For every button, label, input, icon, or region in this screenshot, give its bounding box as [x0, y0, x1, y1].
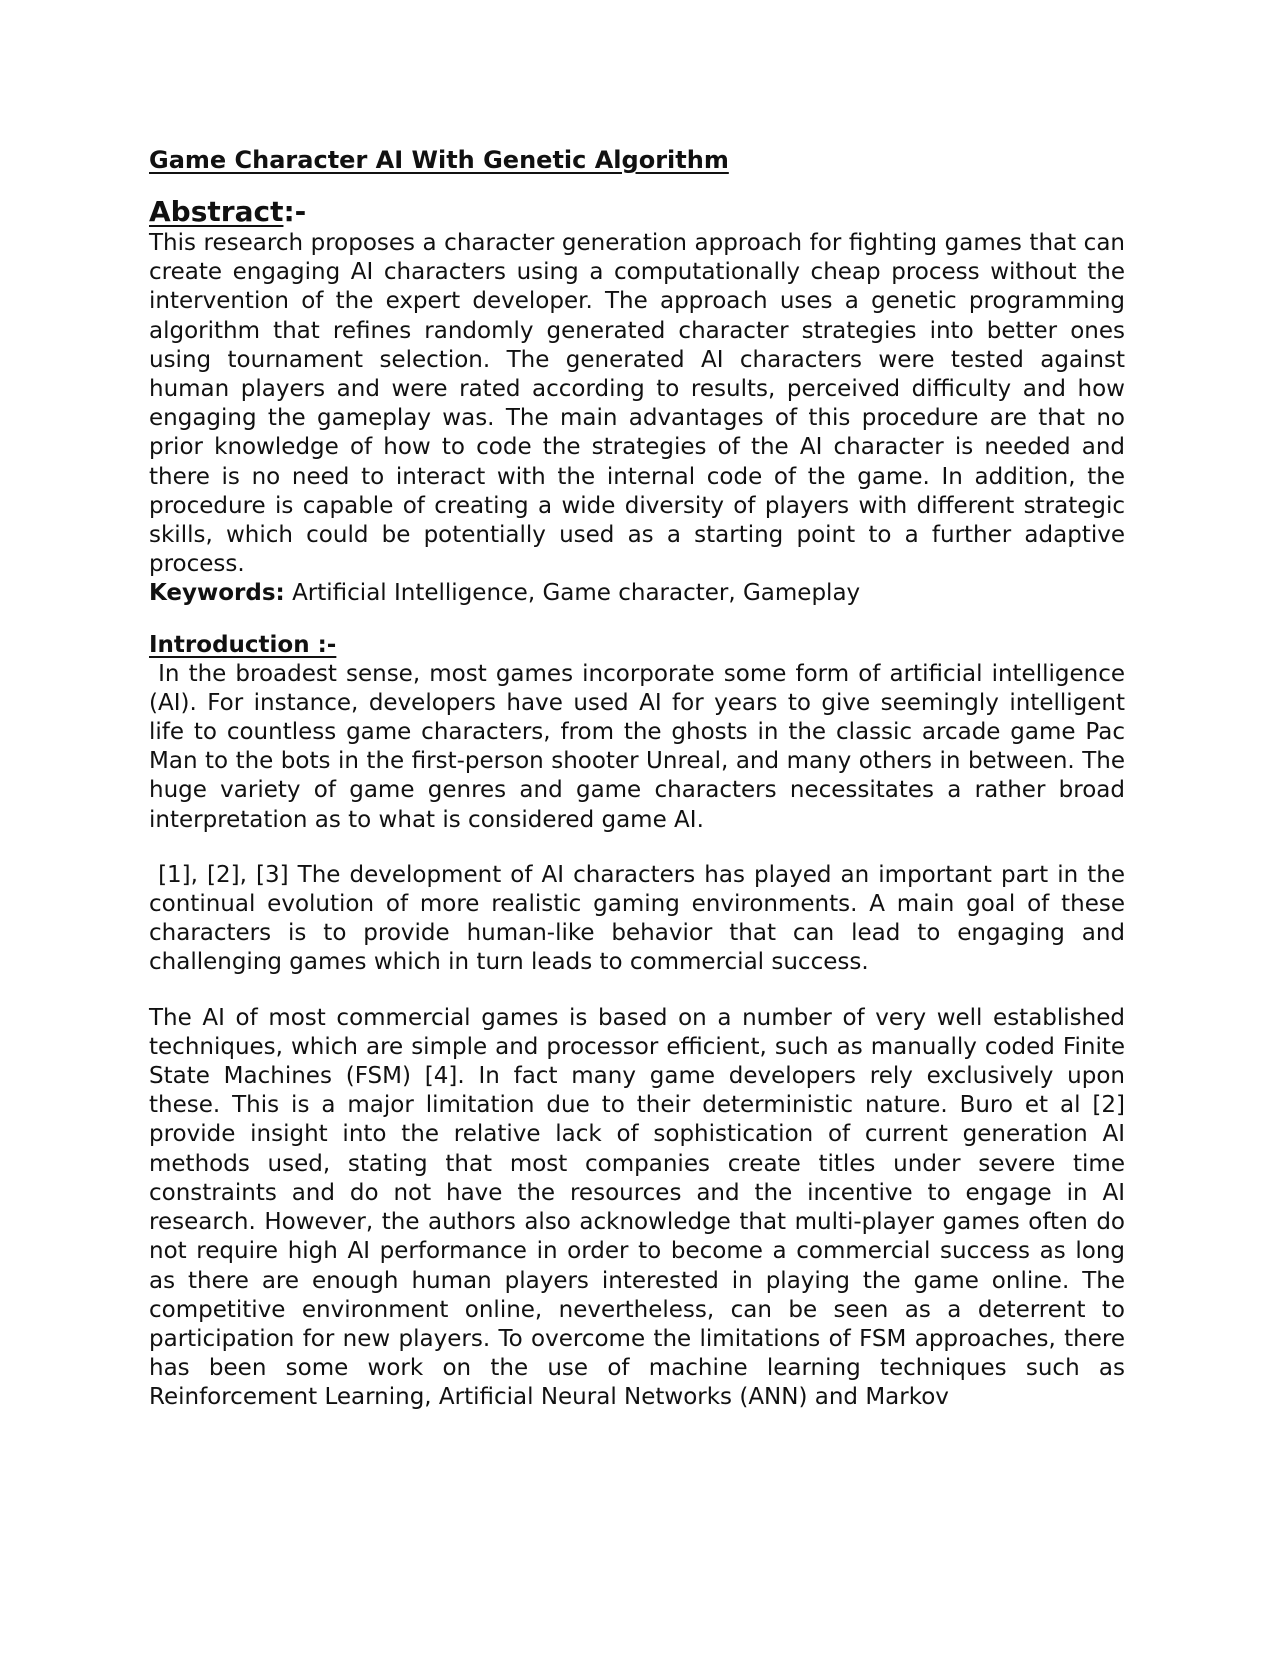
introduction-heading: Introduction :- [149, 631, 337, 658]
intro-paragraph-1: In the broadest sense, most games incorporate some form of artificial intelligence (AI). For instance, developers have used AI for years to give seemingly intelligent life to countless game characters, from the ghosts in the classic arcade game Pac Man to the bots in the first-person shooter Unreal, and many others in between. The huge variety of game genres and game characters necessitates a rather broad interpretation as to what is considered game AI. [149, 660, 1125, 833]
keywords-line [149, 579, 1125, 608]
abstract-heading [149, 195, 1125, 229]
document-title: Game Character AI With Genetic Algorithm [149, 146, 729, 174]
abstract-heading-suffix: :- [283, 195, 307, 228]
abstract-heading-label: Abstract [149, 195, 284, 228]
spacer [149, 609, 1125, 631]
document-body [149, 145, 1125, 1413]
abstract-paragraph: This research proposes a character generation approach for fighting games that can create engaging AI characters using a computationally cheap process without the intervention of the expert developer. The approach uses a genetic programming algorithm that refines randomly generated character strategies into better ones using tournament selection. The generated AI characters were tested against human players and were rated according to results, perceived difficulty and how engaging the gameplay was. The main advantages of this procedure are that no prior knowledge of how to code the strategies of the AI character is needed and there is no need to interact with the internal code of the game. In addition, the procedure is capable of creating a wide diversity of players with different strategic skills, which could be potentially used as a starting point to a further adaptive process. [149, 230, 1125, 578]
intro-paragraph-3: The AI of most commercial games is based on a number of very well established techniques, which are simple and processor efficient, such as manually coded Finite State Machines (FSM) [4]. In fact many game developers rely exclusively upon these. This is a major limitation due to their deterministic nature. Buro et al [2] provide insight into the relative lack of sophistication of current generation AI methods used, stating that most companies create titles under severe time constraints and do not have the resources and the incentive to engage in AI research. However, the authors also acknowledge that multi-player games often do not require high AI performance in order to become a commercial success as long as there are enough human players interested in playing the game online. The competitive environment online, nevertheless, can be seen as a deterrent to participation for new players. To overcome the limitations of FSM approaches, there has been some work on the use of machine learning techniques such as Reinforcement Learning, Artificial Neural Networks (ANN) and Markov [149, 1004, 1125, 1411]
intro-paragraph-2: [1], [2], [3] The development of AI characters has played an important part in the continual evolution of more realistic gaming environments. A main goal of these characters is to provide human-like behavior that can lead to engaging and challenging games which in turn leads to commercial success. [149, 861, 1125, 976]
spacer [149, 978, 1125, 1004]
keywords-text: Artificial Intelligence, Game character, Gameplay [284, 580, 861, 607]
keywords-label: Keywords: [149, 580, 285, 607]
spacer [149, 835, 1125, 861]
